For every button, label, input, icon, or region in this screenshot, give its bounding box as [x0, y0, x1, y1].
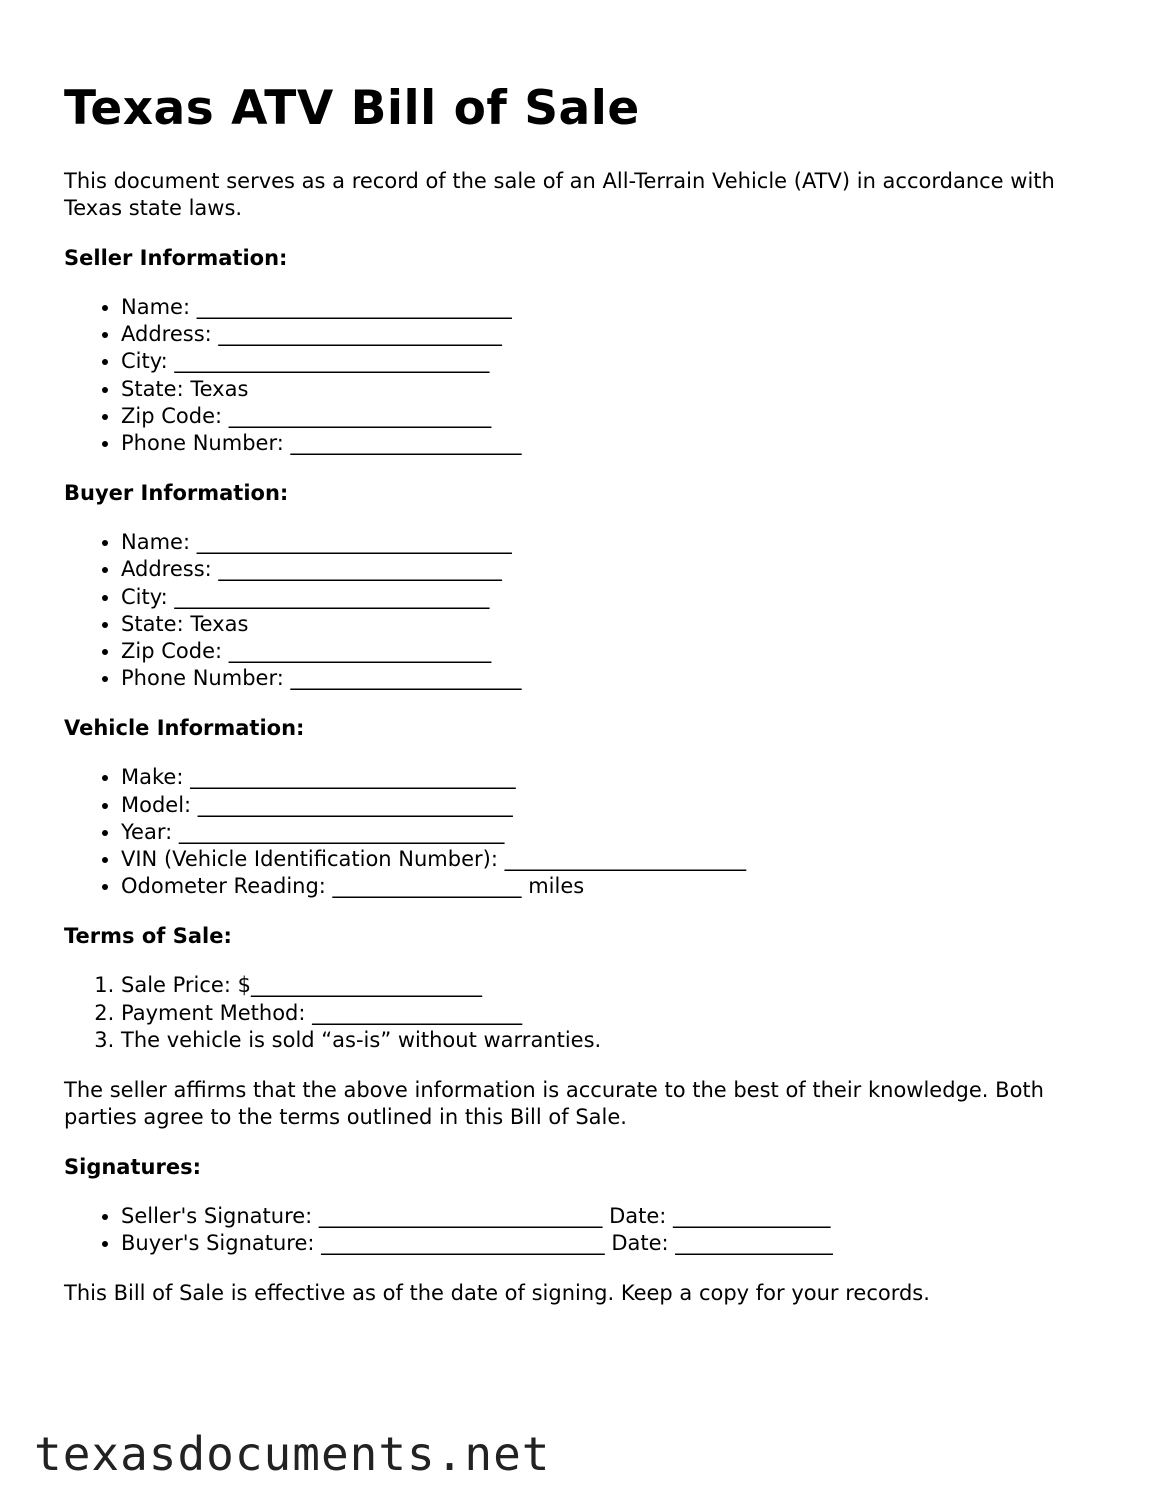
vehicle-model: • Model: ______________________________ — [121, 792, 1104, 819]
closing-paragraph: This Bill of Sale is effective as of the date of signing. Keep a copy for your records. — [64, 1281, 930, 1306]
terms-payment-method: 2. Payment Method: ____________________ — [121, 1000, 1104, 1027]
terms-list — [64, 972, 1104, 1054]
seller-zip: • Zip Code: _________________________ — [121, 403, 1104, 430]
vehicle-vin: • VIN (Vehicle Identification Number): _______________________ — [121, 846, 1104, 873]
buyer-list — [64, 529, 1104, 692]
buyer-signature: • Buyer's Signature: ___________________________ Date: _______________ — [121, 1230, 1104, 1257]
signatures-heading: Signatures: — [64, 1155, 201, 1180]
terms-heading: Terms of Sale: — [64, 924, 232, 949]
buyer-name: • Name: ______________________________ — [121, 529, 1104, 556]
vehicle-heading: Vehicle Information: — [64, 716, 305, 741]
seller-state: • State: Texas — [121, 376, 1104, 403]
signatures-list — [64, 1203, 1104, 1257]
intro-paragraph: This document serves as a record of the sale of an All-Terrain Vehicle (ATV) in accordance with Texas state laws. — [64, 169, 1055, 220]
document-title: Texas ATV Bill of Sale — [64, 81, 640, 136]
vehicle-odometer: • Odometer Reading: __________________ miles — [121, 873, 1104, 900]
buyer-state: • State: Texas — [121, 611, 1104, 638]
vehicle-list — [64, 764, 1104, 900]
seller-list — [64, 294, 1104, 457]
seller-city: • City: ______________________________ — [121, 348, 1104, 375]
document-page — [64, 78, 1104, 1330]
buyer-zip: • Zip Code: _________________________ — [121, 638, 1104, 665]
seller-phone: • Phone Number: ______________________ — [121, 430, 1104, 457]
buyer-address: • Address: ___________________________ — [121, 556, 1104, 583]
terms-as-is: 3. The vehicle is sold “as-is” without warranties. — [121, 1027, 1104, 1054]
site-watermark: texasdocuments.net — [34, 1427, 551, 1481]
buyer-phone: • Phone Number: ______________________ — [121, 665, 1104, 692]
seller-address: • Address: ___________________________ — [121, 321, 1104, 348]
seller-heading: Seller Information: — [64, 246, 288, 270]
buyer-heading: Buyer Information: — [64, 481, 289, 506]
affirmation-paragraph: The seller affirms that the above information is accurate to the best of their knowledge. Both parties agree to the terms outlined in this Bill of Sale. — [64, 1078, 1044, 1130]
vehicle-year: • Year: _______________________________ — [121, 819, 1104, 846]
buyer-city: • City: ______________________________ — [121, 584, 1104, 611]
seller-signature: • Seller's Signature: ___________________________ Date: _______________ — [121, 1203, 1104, 1230]
seller-name: • Name: ______________________________ — [121, 294, 1104, 321]
vehicle-make: • Make: _______________________________ — [121, 764, 1104, 791]
terms-sale-price: 1. Sale Price: $______________________ — [121, 972, 1104, 999]
